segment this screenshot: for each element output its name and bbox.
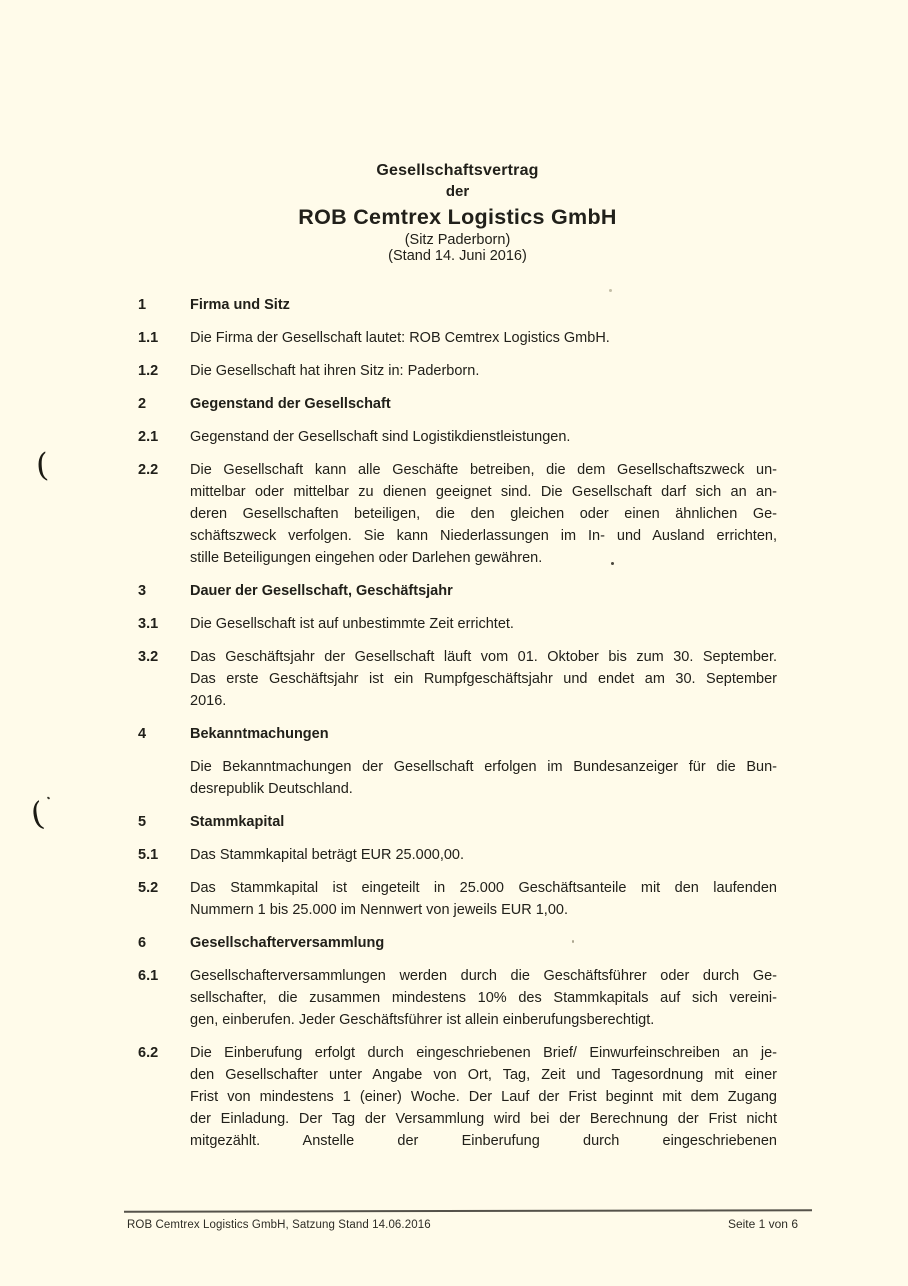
text-line: Dauer der Gesellschaft, Geschäftsjahr [190,583,453,599]
section-number: 2 [138,396,147,412]
clause-number [138,756,190,800]
text-line: 2016. [190,693,227,709]
company-name: ROB Cemtrex Logistics GmbH [298,205,617,229]
clause-text [190,646,777,712]
clause-text [190,360,777,382]
clause-text [190,327,777,349]
company-seat: (Sitz Paderborn) [404,232,511,248]
clause-row [138,756,777,800]
clause-text [190,844,777,866]
text-line: sellschafter, die zusammen mindestens 10% des Stammkapitals auf sich vereini- [190,990,777,1006]
section-title [190,811,777,833]
clause-text [190,877,777,921]
clause-text [190,426,777,448]
text-line: Die Gesellschaft hat ihren Sitz in: Paderborn. [190,363,480,379]
section-heading-row [138,723,777,745]
text-line: Gesellschafterversammlungen werden durch die Geschäftsführer oder durch Ge- [190,968,777,984]
clause-row [138,844,777,866]
text-line: der Einladung. Der Tag der Versammlung wird bei der Berechnung der Frist nicht [190,1111,777,1127]
clause-number: 5.1 [138,847,159,863]
text-line: deren Gesellschaften beteiligen, die den gleichen oder einen ähnlichen Ge- [190,506,777,522]
clause-text [190,756,777,800]
section-number: 5 [138,814,147,830]
clause-row [138,360,777,382]
footer-page-number: Seite 1 von 6 [727,1217,798,1231]
text-line: Das Stammkapital ist eingeteilt in 25.000 Geschäftsanteile mit den laufenden [190,880,777,896]
text-line: schäftszweck verfolgen. Sie kann Niederlassungen im In- und Ausland errichten, [190,528,777,544]
text-line: Das Geschäftsjahr der Gesellschaft läuft vom 01. Oktober bis zum 30. September. [190,649,777,665]
section-number: 1 [138,297,147,313]
section-title [190,932,777,954]
clause-number: 3.1 [138,616,159,632]
text-line: mittelbar oder mittelbar zu dienen geeignet sind. Die Gesellschaft darf sich an an- [190,484,777,500]
footer-document-reference: ROB Cemtrex Logistics GmbH, Satzung Stand 14.06.2016 [127,1219,431,1231]
text-line: stille Beteiligungen eingehen oder Darlehen gewähren. [190,550,543,566]
text-line: desrepublik Deutschland. [190,781,353,797]
text-line: Bekanntmachungen [190,726,329,742]
handwritten-margin-mark-1: ( [34,445,50,485]
text-line: mitgezählt. Anstelle der Einberufung durch eingeschriebenen [190,1133,777,1149]
document-body [138,294,777,1152]
handwritten-margin-mark-2: ( [27,794,47,834]
scan-speck [47,796,51,799]
text-line: Gegenstand der Gesellschaft sind Logistikdienstleistungen. [190,429,571,445]
text-line: Nummern 1 bis 25.000 im Nennwert von jeweils EUR 1,00. [190,902,568,918]
section-heading-row [138,393,777,415]
text-line: Stammkapital [190,814,285,830]
section-number: 6 [138,935,147,951]
clause-number: 1.1 [138,330,159,346]
text-line: Die Firma der Gesellschaft lautet: ROB Cemtrex Logistics GmbH. [190,330,610,346]
section-heading-row [138,294,777,316]
clause-number: 2.1 [138,429,159,445]
clause-number: 1.2 [138,363,159,379]
title-block [138,160,777,264]
text-line: Die Gesellschaft kann alle Geschäfte betreiben, die dem Gesellschaftszweck un- [190,462,777,478]
clause-row [138,459,777,569]
section-number: 4 [138,726,147,742]
clause-row [138,1042,777,1152]
clause-number: 3.2 [138,649,159,665]
clause-number: 6.2 [138,1045,159,1061]
clause-row [138,327,777,349]
clause-row [138,965,777,1031]
clause-number: 6.1 [138,968,159,984]
text-line: den Gesellschafter unter Angabe von Ort, Tag, Zeit und Tagesordnung mit einer [190,1067,777,1083]
clause-text [190,613,777,635]
clause-text [190,1042,777,1152]
text-line: Gesellschafterversammlung [190,935,385,951]
text-line: Das erste Geschäftsjahr ist ein Rumpfgeschäftsjahr und endet am 30. September [190,671,777,687]
section-title [190,294,777,316]
footer-rule [124,1209,812,1212]
clause-row [138,426,777,448]
text-line: Die Bekanntmachungen der Gesellschaft erfolgen im Bundesanzeiger für die Bun- [190,759,777,775]
text-line: Die Einberufung erfolgt durch eingeschriebenen Brief/ Einwurfeinschreiben an je- [190,1045,777,1061]
section-heading-row [138,580,777,602]
document-date: (Stand 14. Juni 2016) [388,248,527,264]
clause-text [190,459,777,569]
text-line: Firma und Sitz [190,297,290,313]
text-line: Das Stammkapital beträgt EUR 25.000,00. [190,847,465,863]
section-number: 3 [138,583,147,599]
clause-number: 2.2 [138,462,159,478]
text-line: Gegenstand der Gesellschaft [190,396,391,412]
section-title [190,723,777,745]
text-line: Frist von mindestens 1 (einer) Woche. Der Lauf der Frist beginnt mit dem Zugang [190,1089,777,1105]
section-title [190,580,777,602]
clause-row [138,613,777,635]
section-title [190,393,777,415]
text-line: Die Gesellschaft ist auf unbestimmte Zeit errichtet. [190,616,514,632]
section-heading-row [138,811,777,833]
clause-number: 5.2 [138,880,159,896]
document-title: Gesellschaftsvertrag [376,162,539,179]
title-connector: der [445,183,470,200]
clause-text [190,965,777,1031]
document-content [138,160,777,1163]
text-line: gen, einberufen. Jeder Geschäftsführer ist allein einberufungsberechtigt. [190,1012,655,1028]
clause-row [138,877,777,921]
clause-row [138,646,777,712]
section-heading-row [138,932,777,954]
